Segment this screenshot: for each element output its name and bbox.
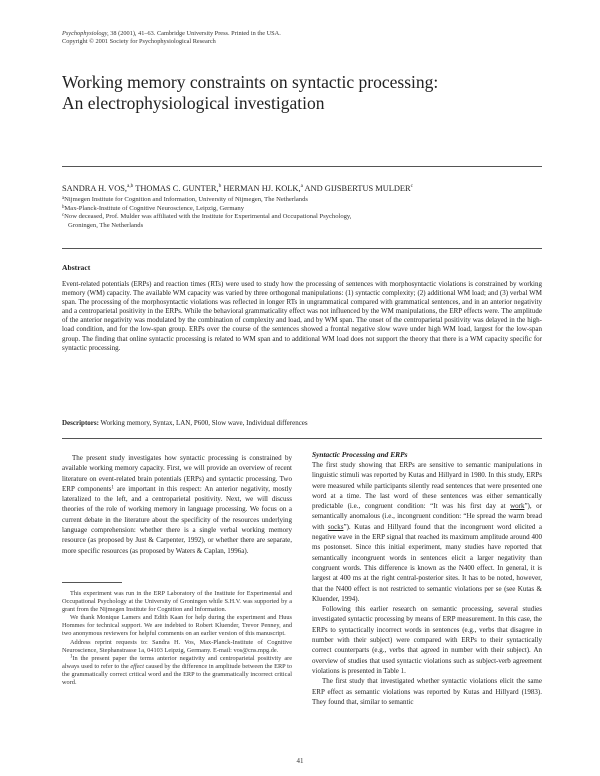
section-paragraph-1 [312, 460, 542, 604]
footnote-terms-text-1: In the present paper the terms anterior negativity and centroparietal positivity are always used to refer to the [62, 654, 292, 670]
section-heading: Syntactic Processing and ERPs [312, 450, 408, 459]
p1-text-a: The first study showing that ERPs are sensitive to semantic manipulations in linguistic stimuli was reported by Kutas and Hillyard in 1980. In this study, ERPs were measured while participants silently read sentences that were presented one word at a time. The last word of these sentences was either semantically predictable (i.e., congruent condition: “It was his first day at [312, 461, 542, 511]
affiliation-b [62, 205, 542, 214]
descriptors [62, 419, 542, 428]
descriptors-text: Working memory, Syntax, LAN, P600, Slow wave, Individual differences [98, 419, 308, 427]
page-number: 41 [296, 757, 304, 765]
author-2: THOMAS C. GUNTER, [133, 183, 219, 193]
title-line-2: An electrophysiological investigation [62, 92, 325, 113]
affiliation-marker: b [62, 204, 65, 210]
citation-details: 38 (2001), 41–63. Cambridge University Press. Printed in the USA. [108, 30, 281, 37]
body-divider [62, 438, 542, 439]
footnote-number: 1 [70, 654, 73, 660]
affiliation-c [62, 213, 542, 222]
affiliation-marker: a [62, 196, 65, 201]
footnote-terms-emphasis: effect [130, 662, 144, 670]
affiliation-text: Max-Planck-Institute of Cognitive Neuroscience, Leipzig, Germany [64, 204, 245, 212]
author-list [62, 181, 542, 194]
abstract-divider [62, 248, 542, 249]
affiliation-marker: c [62, 213, 65, 219]
intro-paragraph [62, 453, 292, 556]
author-1: SANDRA H. VOS, [62, 183, 127, 193]
author-conjunction: AND [302, 183, 325, 193]
affiliation-text: Now deceased, Prof. Mulder was affiliated with the Institute for Experimental and Occupational Psychology, [64, 213, 352, 221]
journal-header [62, 30, 542, 46]
right-column [312, 450, 542, 707]
footnotes [62, 590, 292, 687]
footnote-divider [62, 582, 122, 583]
author-4: GIJSBERTUS MULDER [324, 183, 411, 193]
footnote-funding: This experiment was run in the ERP Laboratory of the Institute for Experimental and Occupational Psychology at the University of Groningen while S.H.V. was supported by a grant from the Nijmegen Institute for Cognition and Information. [62, 590, 292, 614]
underlined-word-work: work [510, 502, 525, 511]
section-paragraph-3: The first study that investigated whether syntactic violations elicit the same ERP effect as semantic violations was reported by Kutas and Hillyard (1983). They found that, similar to semantic [312, 677, 542, 706]
affiliation-c-continued: Groningen, The Netherlands [68, 221, 144, 229]
footnote-terms-text-2: caused by the difference in amplitude between the ERP to the grammatically correct critical word and the ERP to the grammatically incorrect critical word. [62, 662, 292, 687]
author-2-affil: b [218, 183, 222, 189]
author-4-affil: c [410, 183, 413, 189]
intro-text-2: are important in this respect: An anterior negativity, mostly lateralized to the left, and a centroparietal positivity. Next, we will discuss theories of the role of working memory in language processing. We focus on a current debate in the literature about the specificity of the resources underlying language comprehension: whether there is a single verbal working memory resource (as proposed by Just & Carpenter, 1992), or whether there are separate, more specific resources (as proposed by Waters & Caplan, 1996a). [62, 484, 292, 555]
paper-title [62, 72, 542, 113]
abstract-heading: Abstract [62, 263, 91, 272]
author-1-affil: a,b [127, 183, 134, 189]
affiliation-text: Nijmegen Institute for Cognition and Information, University of Nijmegen, The Netherlands [64, 196, 308, 203]
intro-text-1: The present study investigates how syntactic processing is constrained by available working memory capacity. First, we will provide an overview of recent literature on event-related brain potentials (ERPs) and syntactic processing. Two ERP components [62, 454, 292, 493]
author-3: HERMAN HJ. KOLK, [221, 183, 301, 193]
author-3-affil: a [300, 183, 303, 189]
section-paragraph-2: Following this earlier research on semantic processing, several studies investigated syntactic processing by means of ERP measurement. In this case, the ERPs to syntactically incorrect words in sentences (e.g., verbs that disagree in number with their subject) were compared with ERPs to their syntactically correct counterparts (e.g., verbs that agreed in number with their subject). An overview of studies that used syntactic violations such as subject-verb agreement violations is presented in Table 1. [312, 605, 542, 675]
p1-text-b: ”), or semantically anomalous (i.e., incongruent condition: “He spread the warm bread with [312, 502, 542, 531]
title-line-1: Working memory constraints on syntactic processing: [62, 72, 439, 92]
footnote-terms [62, 655, 292, 687]
left-column [62, 453, 292, 556]
descriptors-label: Descriptors: [62, 419, 99, 427]
title-divider [62, 166, 542, 167]
affiliation-a [62, 196, 542, 205]
p1-text-c: ”). Kutas and Hillyard found that the incongruent word elicited a negative wave in the ERP signal that reached its maximum amplitude around 400 ms postonset. Since this initial experiment, many studies have reported that semantically incongruent words in sentences elicit a larger negativity than congruent words. This difference is known as the N400 effect. In general, it is largest at 400 ms at the right central-posterior sites. It has to be noted, however, that the N400 effect is not restricted to semantic violations per se (see Kutas & Kluender, 1994). [312, 522, 542, 603]
journal-name: Psychophysiology, [62, 30, 109, 37]
underlined-word-socks: socks [327, 522, 344, 531]
copyright-line: Copyright © 2001 Society for Psychophysiological Research [62, 38, 216, 46]
affiliations [62, 196, 542, 230]
footnote-marker-1: 1 [111, 485, 114, 491]
abstract-body: Event-related potentials (ERPs) and reaction times (RTs) were used to study how the processing of sentences with morphosyntactic violations is constrained by working memory (WM) capacity. The available WM capacity was varied by three orthogonal manipulations: (1) syntactic complexity; (2) additional WM load; and (3) verbal WM span. The processing of the morphosyntactic violations was reflected in longer RTs in ungrammatical compared with grammatical sentences, and in an anterior negativity and a centroparietal positivity in the ERPs. While the behavioral grammaticality effect was not influenced by the WM manipulations, the ERP effects were. The amplitude of the anterior negativity was modulated by the combination of complexity and load, and by WM span. The onset of the centroparietal positivity was delayed in the high-load condition, and for the low-span group. ERPs over the course of the sentences showed a frontal negative slow wave under high WM load, largest for the low-span group. The finding that online syntactic processing is related to WM span and to additional WM load does not support the theory that there is a WM capacity specific for syntactic processing. [62, 280, 542, 352]
footnote-address: Address reprint requests to: Sandra H. Vos, Max-Planck-Institute of Cognitive Neuroscience, Stephanstrasse 1a, 04103 Leipzig, Germany. E-mail: vos@cns.mpg.de. [62, 638, 292, 654]
citation-line [62, 30, 542, 38]
footnote-acknowledgments: We thank Monique Lamers and Edith Kaan for help during the experiment and Huus Hommes for technical support. We are indebted to Robert Kluender, Trevor Penney, and two anonymous reviewers for helpful comments on an earlier version of this manuscript. [62, 614, 292, 638]
